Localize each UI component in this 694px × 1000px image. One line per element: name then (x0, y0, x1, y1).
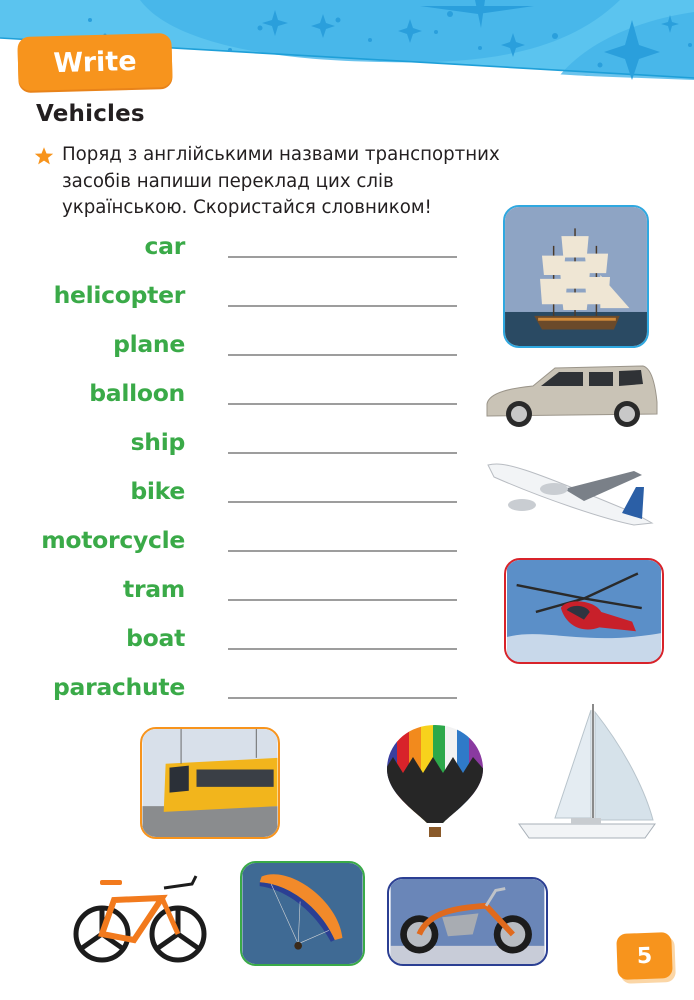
word-label: motorcycle (41, 526, 185, 554)
picture-ship (503, 205, 649, 348)
word-label: bike (130, 477, 185, 505)
word-label: tram (123, 575, 185, 603)
answer-input-parachute[interactable] (228, 697, 457, 699)
answer-input-ship[interactable] (228, 452, 457, 454)
picture-helicopter (504, 558, 664, 664)
picture-balloon (383, 723, 487, 841)
word-row-car (0, 232, 470, 272)
word-label: plane (113, 330, 185, 358)
motorcycle-illustration (389, 879, 546, 964)
page-number: 5 (616, 932, 673, 980)
write-badge: Write (17, 33, 172, 91)
word-row-boat (0, 624, 470, 664)
picture-bike (72, 866, 212, 968)
word-row-helicopter (0, 281, 470, 321)
section-title: Vehicles (36, 101, 145, 127)
answer-input-car[interactable] (228, 256, 457, 258)
bike-illustration (72, 866, 212, 968)
word-row-tram (0, 575, 470, 615)
word-row-ship (0, 428, 470, 468)
answer-input-helicopter[interactable] (228, 305, 457, 307)
word-row-balloon (0, 379, 470, 419)
word-label: balloon (89, 379, 185, 407)
picture-car (483, 362, 661, 430)
picture-motorcycle (387, 877, 548, 966)
word-row-parachute (0, 673, 470, 713)
ship-illustration (505, 207, 647, 346)
answer-input-bike[interactable] (228, 501, 457, 503)
tram-illustration (142, 729, 278, 837)
answer-input-motorcycle[interactable] (228, 550, 457, 552)
helicopter-illustration (506, 560, 662, 662)
word-label: car (144, 232, 185, 260)
answer-input-balloon[interactable] (228, 403, 457, 405)
answer-input-tram[interactable] (228, 599, 457, 601)
instruction-text: Поряд з англійськими назвами транспортних засобів напиши переклад цих слів українською. Скористайся словником! (62, 144, 500, 218)
parachute-illustration (242, 863, 363, 964)
word-label: parachute (53, 673, 185, 701)
answer-input-boat[interactable] (228, 648, 457, 650)
plane-illustration (484, 453, 662, 531)
picture-plane (484, 453, 662, 531)
word-label: ship (130, 428, 185, 456)
balloon-illustration (383, 723, 487, 841)
answer-input-plane[interactable] (228, 354, 457, 356)
word-label: helicopter (53, 281, 185, 309)
word-row-plane (0, 330, 470, 370)
word-row-bike (0, 477, 470, 517)
car-illustration (483, 362, 661, 430)
word-row-motorcycle (0, 526, 470, 566)
word-label: boat (126, 624, 185, 652)
picture-parachute (240, 861, 365, 966)
star-icon (34, 146, 54, 166)
picture-boat (515, 700, 657, 846)
sailboat-illustration (515, 700, 657, 846)
picture-tram (140, 727, 280, 839)
